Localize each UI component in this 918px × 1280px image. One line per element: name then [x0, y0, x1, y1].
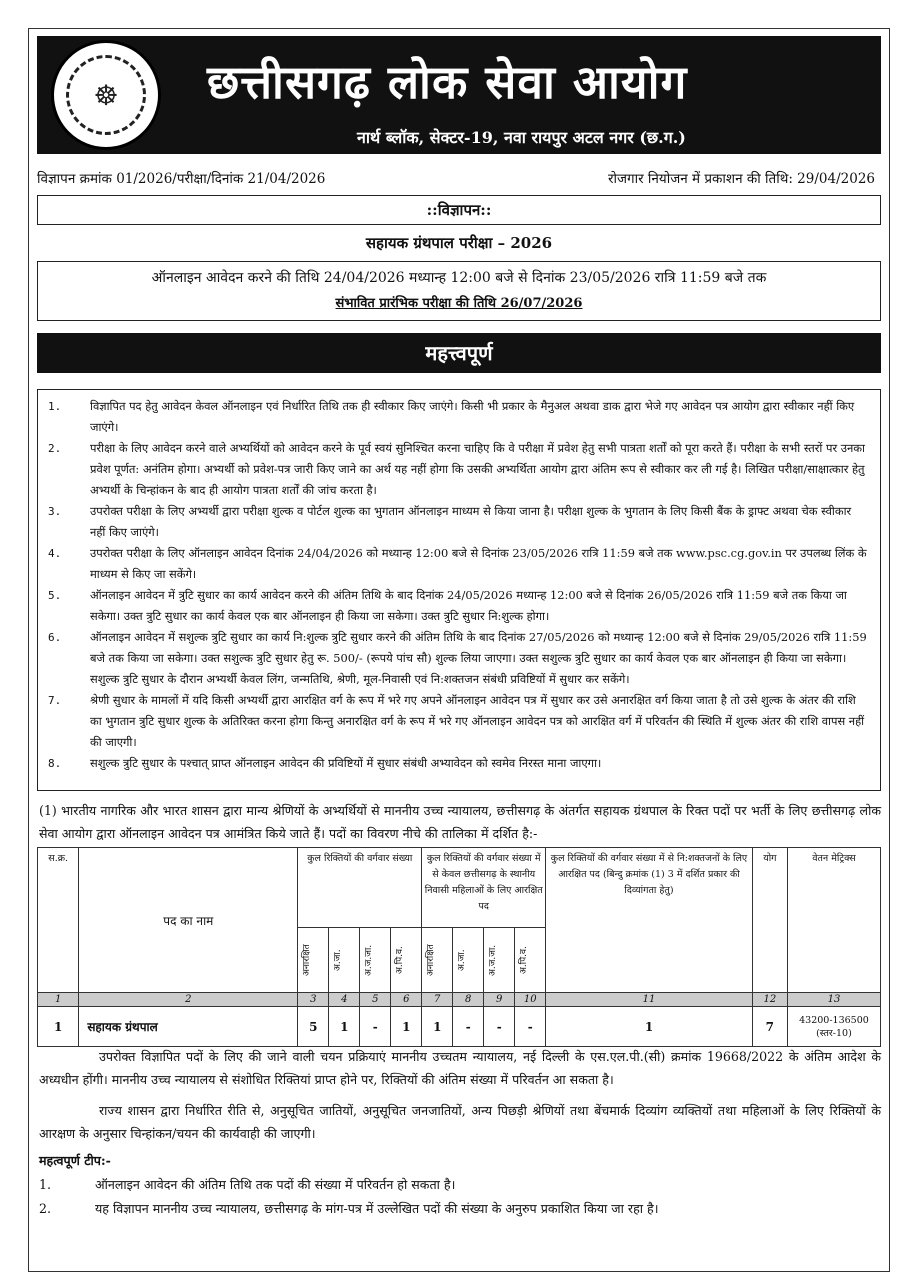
point-item — [48, 627, 868, 690]
th-sno: स.क्र. — [38, 848, 79, 993]
tip-item — [39, 1173, 659, 1197]
cell-post: सहायक ग्रंथपाल — [79, 1007, 298, 1047]
cell-value: - — [360, 1007, 391, 1047]
publication-date: रोजगार नियोजन में प्रकाशन की तिथि: 29/04/2026 — [607, 171, 875, 187]
th-category — [515, 928, 546, 993]
tip-number: 2. — [39, 1201, 52, 1216]
category-label: अ.जा. — [333, 949, 344, 971]
exam-title: सहायक ग्रंथपाल परीक्षा – 2026 — [365, 234, 553, 252]
pay-level: (स्तर-10) — [816, 1027, 852, 1039]
column-number: 1 — [38, 993, 79, 1007]
cell-value: - — [484, 1007, 515, 1047]
point-text: उपरोक्त परीक्षा के लिए ऑनलाइन आवेदन दिनांक 24/04/2026 को मध्यान्ह 12:00 बजे से दिनांक 23/05/2026 रात्रि 11:59 बजे तक www.psc.cg.gov.in पर उपलब्ध लिंक के माध्यम से किए जा सकेंगे। — [90, 546, 867, 581]
th-category — [360, 928, 391, 993]
point-item — [48, 501, 868, 543]
point-number: 5. — [48, 589, 62, 602]
th-category — [484, 928, 515, 993]
point-item — [48, 396, 868, 438]
column-number: 10 — [515, 993, 546, 1007]
address: नार्थ ब्लॉक, सेक्टर-19, नवा रायपुर अटल नगर (छ.ग.) — [357, 128, 686, 147]
column-number: 11 — [546, 993, 753, 1007]
cell-value: 1 — [391, 1007, 422, 1047]
column-number: 7 — [422, 993, 453, 1007]
pay-range: 43200-136500 — [799, 1014, 869, 1026]
th-divyang: कुल रिक्तियों की वर्गवार संख्या में से नि:शक्तजनों के लिए आरक्षित पद (बिन्दु क्रमांक (1) 3 में दर्शित प्रकार की दिव्यांगता हेतु) — [546, 848, 753, 993]
th-category — [391, 928, 422, 993]
cell-divyang: 1 — [546, 1007, 753, 1047]
point-text: ऑनलाइन आवेदन में सशुल्क त्रुटि सुधार का कार्य नि:शुल्क त्रुटि सुधार करने की अंतिम तिथि के बाद दिनांक 27/05/2026 को मध्यान्ह 12:00 बजे से दिनांक 29/05/2026 रात्रि 11:59 बजे तक किया जा सकेगा। उक्त सशुल्क त्रुटि सुधार हेतु रू. 500/- (रूपये पांच सौ) शुल्क लिया जाएगा। उक्त सशुल्क त्रुटि सुधार का कार्य केवल एक बार ऑनलाइन ही किया जा सकेगा। सशुल्क त्रुटि सुधार के दौरान अभ्यर्थी केवल लिंग, जन्मतिथि, श्रेणी, मूल-निवासी एवं नि:शक्तजन संबंधी प्रविष्टियों में सुधार कर सकेंगे। — [90, 630, 867, 686]
category-label: अनारक्षित — [426, 944, 437, 976]
intro-paragraph: (1) भारतीय नागरिक और भारत शासन द्वारा मान्य श्रेणियों के अभ्यर्थियों से माननीय उच्च न्यायालय, छत्तीसगढ़ के अंतर्गत सहायक ग्रंथपाल के रिक्त पदों पर भर्ती के लिए छत्तीसगढ़ लोक सेवा आयोग द्वारा ऑनलाइन आवेदन पत्र आमंत्रित किये जाते हैं। पदों का विवरण नीचे की तालिका में दर्शित है:- — [39, 803, 881, 841]
notice-page — [28, 28, 890, 1272]
dates-box — [37, 261, 881, 321]
point-number: 7. — [48, 694, 62, 707]
vigyapan-label: ::विज्ञापन:: — [37, 195, 881, 225]
category-label: अ.जा. — [457, 949, 468, 971]
tip-number: 1. — [39, 1177, 52, 1192]
point-number: 1. — [48, 400, 62, 413]
point-text: उपरोक्त परीक्षा के लिए अभ्यर्थी द्वारा परीक्षा शुल्क व पोर्टल शुल्क का भुगतान ऑनलाइन माध्यम से किया जाना है। परीक्षा शुल्क के भुगतान के लिए किसी बैंक के ड्राफ्ट अथवा चेक स्वीकार नहीं किए जाएंगे। — [90, 504, 852, 539]
point-item — [48, 543, 868, 585]
column-number: 13 — [787, 993, 880, 1007]
important-heading: महत्त्वपूर्ण — [37, 333, 881, 373]
point-item — [48, 753, 868, 774]
column-number: 2 — [79, 993, 298, 1007]
point-text: श्रेणी सुधार के मामलों में यदि किसी अभ्यर्थी द्वारा आरक्षित वर्ग के रूप में भरे गए अपने ऑनलाइन आवेदन पत्र में सुधार कर उसे अनारक्षित वर्ग किया जाता है तो उसे शुल्क के अंतर की राशि का भुगतान त्रुटि सुधार शुल्क के अतिरिक्त करना होगा किन्तु अनारक्षित वर्ग के रूप में भरे गए ऑनलाइन आवेदन पत्र को आरक्षित वर्ग में परिवर्तन की स्थिति में शुल्क अंतर की राशि वापस नहीं की जाएगी। — [90, 693, 865, 749]
point-text: सशुल्क त्रुटि सुधार के पश्चात् प्राप्त ऑनलाइन आवेदन की प्रविष्टियों में सुधार संबंधी अभ्यावेदन को स्वमेव निरस्त माना जाएगा। — [90, 756, 602, 770]
advert-number: विज्ञापन क्रमांक 01/2026/परीक्षा/दिनांक 21/04/2026 — [37, 171, 326, 187]
column-number: 3 — [298, 993, 329, 1007]
th-pay: वेतन मेट्रिक्स — [787, 848, 880, 993]
category-label: अ.पि.व. — [395, 946, 406, 974]
column-number: 6 — [391, 993, 422, 1007]
tip-text: यह विज्ञापन माननीय उच्च न्यायालय, छत्तीसगढ़ के मांग-पत्र में उल्लेखित पदों की संख्या के अनुरुप प्रकाशित किया जा रहा है। — [95, 1201, 659, 1216]
prelim-date: संभावित प्रारंभिक परीक्षा की तिथि 26/07/2026 — [335, 296, 583, 311]
cell-pay — [787, 1007, 880, 1047]
point-item — [48, 438, 868, 501]
cgpsc-logo — [51, 40, 161, 150]
point-item — [48, 690, 868, 753]
th-category — [422, 928, 453, 993]
table-row — [38, 1007, 881, 1047]
vacancy-table — [37, 847, 881, 1047]
th-women: कुल रिक्तियों की वर्गवार संख्या में से केवल छत्तीसगढ़ के स्थानीय निवासी महिलाओं के लिए आरक्षित पद — [422, 848, 546, 928]
point-number: 3. — [48, 505, 62, 518]
header-band — [37, 36, 881, 154]
cell-value: 1 — [422, 1007, 453, 1047]
column-number: 12 — [752, 993, 787, 1007]
cell-value: 5 — [298, 1007, 329, 1047]
point-text: ऑनलाइन आवेदन में त्रुटि सुधार का कार्य आवेदन करने की अंतिम तिथि के बाद दिनांक 24/05/2026 मध्यान्ह 12:00 बजे से दिनांक 26/05/2026 रात्रि 11:59 बजे तक किया जा सकेगा। उक्त त्रुटि सुधार का कार्य केवल एक बार ऑनलाइन ही किया जा सकेगा। उक्त त्रुटि सुधार नि:शुल्क होगा। — [90, 588, 847, 623]
cell-value: - — [515, 1007, 546, 1047]
commission-title: छत्तीसगढ़ लोक सेवा आयोग — [207, 55, 688, 109]
category-label: अ.पि.व. — [519, 946, 530, 974]
column-number: 5 — [360, 993, 391, 1007]
important-points — [37, 389, 881, 791]
point-item — [48, 585, 868, 627]
emblem-icon: ☸ — [66, 55, 146, 135]
cell-total: 7 — [752, 1007, 787, 1047]
cell-value: 1 — [329, 1007, 360, 1047]
th-total-sum: योग — [752, 848, 787, 993]
tips-heading: महत्वपूर्ण टीप:- — [39, 1153, 111, 1168]
tip-item — [39, 1197, 659, 1221]
selection-paragraph: उपरोक्त विज्ञापित पदों के लिए की जाने वाली चयन प्रक्रियाएं माननीय उच्चतम न्यायालय, नई दिल्ली के एस.एल.पी.(सी) क्रमांक 19668/2022 के अंतिम आदेश के अध्यधीन होंगी। माननीय उच्च न्यायालय से संशोधित रिक्तियां प्राप्त होने पर, रिक्तियों की अंतिम संख्या में परिवर्तन आ सकता है। — [39, 1049, 881, 1087]
th-category — [298, 928, 329, 993]
column-number: 8 — [453, 993, 484, 1007]
point-text: परीक्षा के लिए आवेदन करने वाले अभ्यर्थियों को आवेदन करने के पूर्व स्वयं सुनिश्चित करना चाहिए कि वे परीक्षा में प्रवेश हेतु सभी पात्रता शर्तों को पूरा करते हैं। परीक्षा के सभी स्तरों पर उनका प्रवेश पूर्णत: अनंतिम होगा। अभ्यर्थी को प्रवेश-पत्र जारी किए जाने का अर्थ यह नहीं होगा कि उसकी अभ्यर्थिता आयोग द्वारा अंतिम रूप से स्वीकार कर ली गई है। लिखित परीक्षा/साक्षात्कार हेतु अभ्यर्थी के चिन्हांकन के बाद ही आयोग पात्रता शर्तों की जांच करता है। — [90, 441, 865, 497]
th-post: पद का नाम — [79, 848, 298, 993]
cell-sno: 1 — [38, 1007, 79, 1047]
online-dates: ऑनलाइन आवेदन करने की तिथि 24/04/2026 मध्यान्ह 12:00 बजे से दिनांक 23/05/2026 रात्रि 11:59 बजे तक — [151, 270, 767, 286]
tip-text: ऑनलाइन आवेदन की अंतिम तिथि तक पदों की संख्या में परिवर्तन हो सकता है। — [95, 1177, 456, 1192]
cell-value: - — [453, 1007, 484, 1047]
point-text: विज्ञापित पद हेतु आवेदन केवल ऑनलाइन एवं निर्धारित तिथि तक ही स्वीकार किए जाएंगे। किसी भी प्रकार के मैनुअल अथवा डाक द्वारा भेजे गए आवेदन पत्र आयोग द्वारा स्वीकार नहीं किए जाएंगे। — [90, 399, 855, 434]
column-number: 4 — [329, 993, 360, 1007]
category-label: अनारक्षित — [302, 944, 313, 976]
point-number: 8. — [48, 757, 62, 770]
th-total: कुल रिक्तियों की वर्गवार संख्या — [298, 848, 422, 928]
th-category — [329, 928, 360, 993]
point-number: 6. — [48, 631, 62, 644]
th-category — [453, 928, 484, 993]
column-number: 9 — [484, 993, 515, 1007]
category-label: अ.ज.जा. — [364, 944, 375, 976]
point-number: 4. — [48, 547, 62, 560]
reservation-paragraph: राज्य शासन द्वारा निर्धारित रीति से, अनुसूचित जातियों, अनुसूचित जनजातियों, अन्य पिछड़ी श्रेणियों तथा बेंचमार्क दिव्यांग व्यक्तियों तथा महिलाओं के लिए रिक्तियों के आरक्षण के अनुसार चिन्हांकन/चयन की कार्यवाही की जाएगी। — [39, 1103, 881, 1141]
tips-list — [39, 1173, 659, 1221]
category-label: अ.ज.जा. — [488, 944, 499, 976]
point-number: 2. — [48, 442, 62, 455]
